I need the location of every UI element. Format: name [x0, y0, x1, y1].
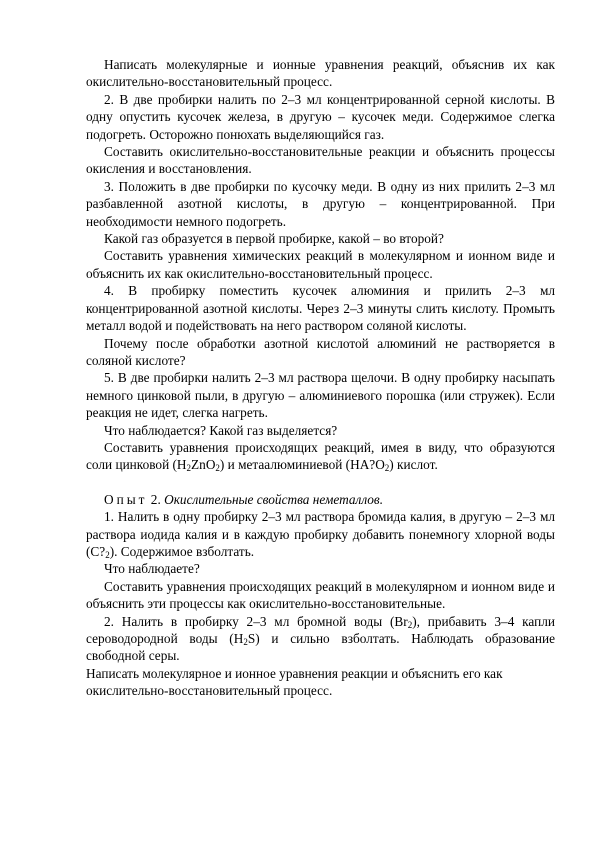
text: ZnO [191, 457, 216, 473]
subscript: 2 [105, 549, 110, 560]
subscript: 2 [215, 463, 220, 474]
text: ) кислот. [389, 457, 438, 473]
text: ). Содержимое взболтать. [109, 543, 255, 559]
paragraph-step-5: 5. В две пробирки налить 2–3 мл раствора щелочи. В одну пробирку насыпать немного цинковой пыли, в другую – алюминиевого порошка (или стружек). Если реакция не идет, слегка нагреть. [86, 370, 555, 421]
question: Какой газ образуется в первой пробирке, какой – во второй? [104, 231, 444, 247]
text: 1. Налить в одну пробирку 2–3 мл раствора бромида калия, в другую – 2–3 мл раствора иодида калия и в каждую пробирку добавить понемногу хлорной воды (C? [86, 509, 555, 559]
question: Почему после обработки азотной кислотой алюминий не растворяется в соляной кислоте? [86, 335, 555, 368]
paragraph-step-2 [86, 613, 555, 665]
section-label: Опыт [104, 491, 148, 507]
document-body [86, 56, 555, 700]
text: S) и сильно взболтать. Наблюдать образование свободной серы. [86, 631, 555, 664]
paragraph-step-4: 4. В пробирку поместить кусочек алюминия и прилить 2–3 мл концентрированной азотной кислоты. Через 2–3 минуты слить кислоту. Промыть металл водой и подействовать на него раствором соляной кислоты. [86, 283, 555, 334]
text: ) и метаалюминиевой (HA?O [219, 457, 385, 473]
section-number: 2. [150, 491, 161, 507]
paragraph: Составить уравнения происходящих реакций в молекулярном и ионном виде и объяснить эти процессы как окислительно-восстановительные. [86, 578, 555, 612]
paragraph: Составить окислительно-восстановительные реакции и объяснить процессы окисления и восстановления. [86, 144, 555, 177]
paragraph-formulas [86, 439, 555, 474]
paragraph-step-1 [86, 508, 555, 560]
question: Что наблюдаете? [104, 561, 200, 577]
text: Составить уравнения происходящих реакций, имея в виду, что образуются соли цинковой (H [86, 439, 555, 473]
paragraph: Написать молекулярные и ионные уравнения реакций, объяснив их как окислительно-восстановительный процесс. [86, 57, 555, 90]
subscript: 2 [186, 463, 192, 474]
question: Что наблюдается? Какой газ выделяется? [104, 422, 338, 438]
text: ), прибавить 3–4 капли сероводородной воды (H [86, 613, 555, 646]
section-heading [86, 491, 555, 508]
paragraph: Составить уравнения химических реакций в молекулярном и ионном виде и объяснить их как окислительно-восстановительный процесс. [86, 248, 555, 281]
subscript: 2 [384, 463, 390, 474]
subscript: 2 [243, 637, 248, 647]
paragraph-final: Написать молекулярное и ионное уравнения реакции и объяснить его как окислительно-восстановительный процесс. [86, 665, 503, 699]
text: 2. Налить в пробирку 2–3 мл бромной воды (Br [104, 613, 408, 629]
section-title: Окислительные свойства неметаллов. [164, 491, 384, 507]
paragraph-step-2: 2. В две пробирки налить по 2–3 мл концентрированной серной кислоты. В одну опустить кусочек железа, в другую – кусочек меди. Содержимое слегка подогреть. Осторожно понюхать выделяющийся газ. [86, 91, 555, 142]
subscript: 2 [407, 619, 413, 630]
paragraph-step-3: 3. Положить в две пробирки по кусочку меди. В одну из них прилить 2–3 мл разбавленной азотной кислоты, в другую – концентрированной. При необходимости немного подогреть. [86, 178, 555, 229]
